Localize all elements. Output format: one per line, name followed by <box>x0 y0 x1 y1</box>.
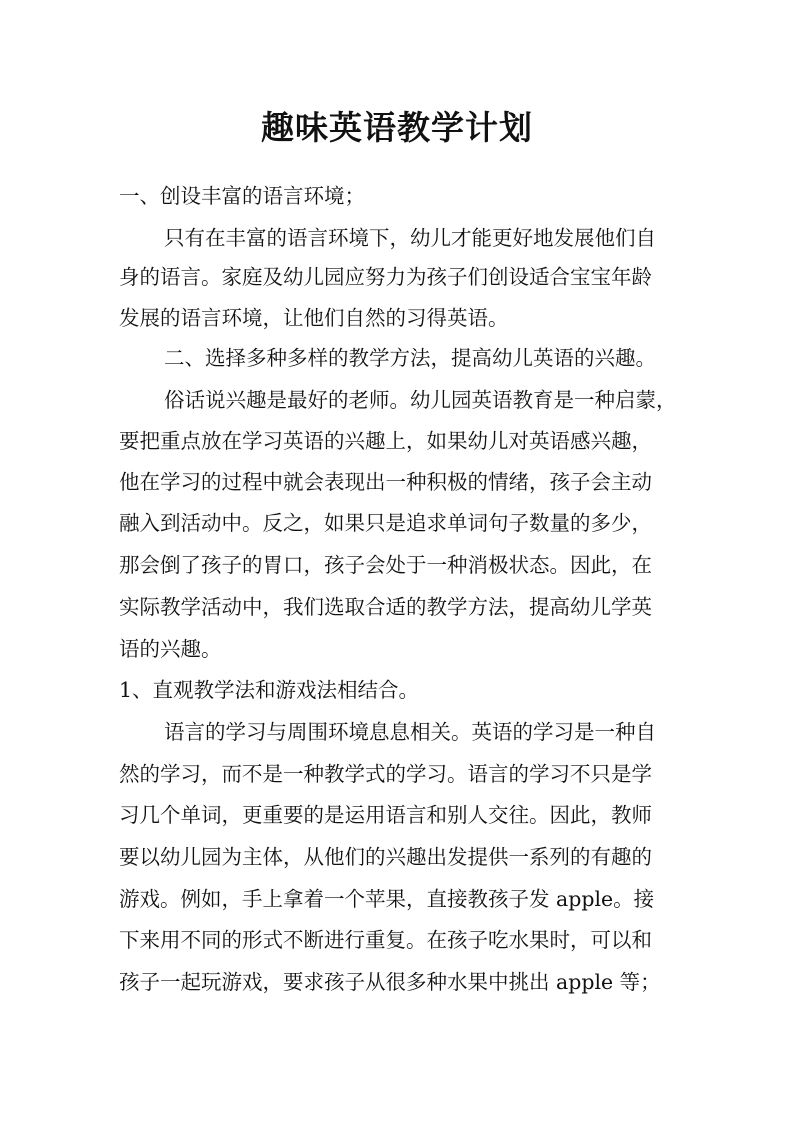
paragraph-line: 发展的语言环境，让他们自然的习得英语。 <box>119 306 509 330</box>
section-heading-2: 二、选择多种多样的教学方法，提高幼儿英语的兴趣。 <box>164 346 656 370</box>
document-title: 趣味英语教学计划 <box>261 108 533 147</box>
section-heading-1: 一、创设丰富的语言环境； <box>119 184 365 208</box>
paragraph-line: 孩子一起玩游戏，要求孩子从很多种水果中挑出 apple 等； <box>119 970 661 994</box>
paragraph-line: 他在学习的过程中就会表现出一种积极的情绪，孩子会主动 <box>119 470 652 494</box>
paragraph-line: 要把重点放在学习英语的兴趣上，如果幼儿对英语感兴趣， <box>119 429 652 453</box>
paragraph-line: 身的语言。家庭及幼儿园应努力为孩子们创设适合宝宝年龄 <box>119 265 652 289</box>
subsection-heading-1: 1、直观教学法和游戏法相结合。 <box>119 678 420 702</box>
paragraph-line: 游戏。例如，手上拿着一个苹果，直接教孩子发 apple。接 <box>119 887 655 911</box>
paragraph-line: 那会倒了孩子的胃口，孩子会处于一种消极状态。因此，在 <box>119 553 652 577</box>
paragraph-line: 习几个单词，更重要的是运用语言和别人交往。因此，教师 <box>119 803 652 827</box>
paragraph-line: 融入到活动中。反之，如果只是追求单词句子数量的多少， <box>119 511 652 535</box>
paragraph-line: 要以幼儿园为主体，从他们的兴趣出发提供一系列的有趣的 <box>119 845 652 869</box>
paragraph-line: 语言的学习与周围环境息息相关。英语的学习是一种自 <box>164 720 656 744</box>
paragraph-line: 实际教学活动中，我们选取合适的教学方法，提高幼儿学英 <box>119 595 652 619</box>
paragraph-line: 然的学习，而不是一种教学式的学习。语言的学习不只是学 <box>119 762 652 786</box>
paragraph-line: 只有在丰富的语言环境下，幼儿才能更好地发展他们自 <box>164 226 656 250</box>
paragraph-line: 俗话说兴趣是最好的老师。幼儿园英语教育是一种启蒙， <box>164 388 677 412</box>
paragraph-line: 语的兴趣。 <box>119 637 222 661</box>
paragraph-line: 下来用不同的形式不断进行重复。在孩子吃水果时，可以和 <box>119 928 652 952</box>
